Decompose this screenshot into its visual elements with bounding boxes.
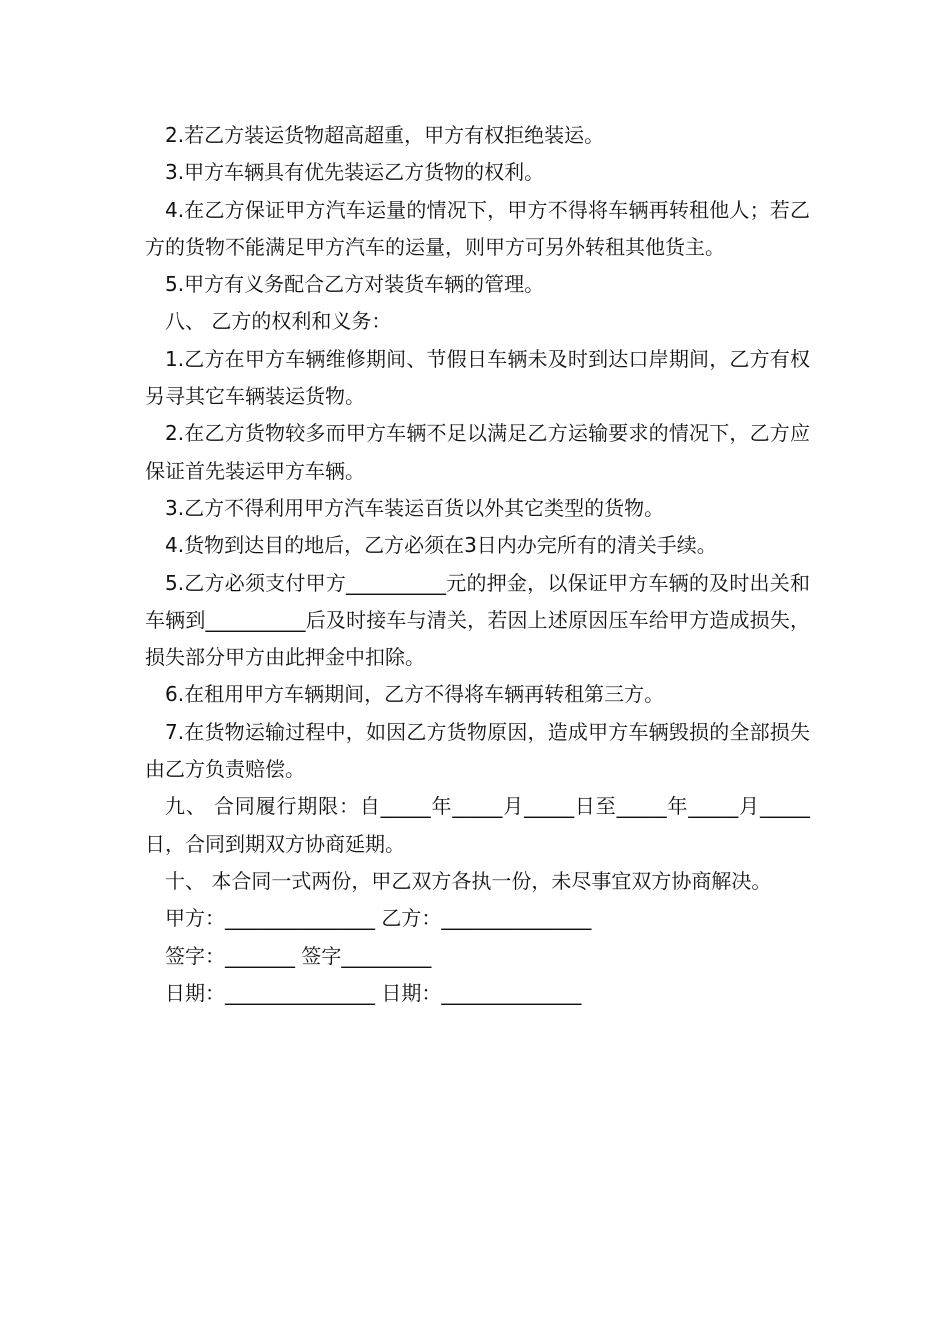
section-8-heading: 八、 乙方的权利和义务：	[165, 309, 392, 334]
clause-b-1: 1.乙方在甲方车辆维修期间、节假日车辆未及时到达口岸期间，乙方有权另寻其它车辆装运货物。	[145, 346, 810, 409]
clause-a-5: 5.甲方有义务配合乙方对装货车辆的管理。	[165, 272, 545, 297]
signature-date: 日期：_______________ 日期：______________	[165, 980, 582, 1005]
clause-b-3: 3.乙方不得利用甲方汽车装运百货以外其它类型的货物。	[165, 495, 665, 520]
clause-b-4: 4.货物到达目的地后，乙方必须在3日内办完所有的清关手续。	[165, 533, 717, 558]
signature-sign: 签字：_______ 签字_________	[165, 943, 432, 968]
clause-a-3: 3.甲方车辆具有优先装运乙方货物的权利。	[165, 160, 545, 185]
section-9-term: 九、 合同履行期限：自_____年_____月_____日至_____年_____月_____日，合同到期双方协商延期。	[145, 794, 810, 856]
clause-b-2: 2.在乙方货物较多而甲方车辆不足以满足乙方运输要求的情况下，乙方应保证首先装运甲方车辆。	[145, 421, 810, 483]
clause-a-4: 4.在乙方保证甲方汽车运量的情况下，甲方不得将车辆再转租他人；若乙方的货物不能满足甲方汽车的运量，则甲方可另外转租其他货主。	[145, 197, 810, 259]
clause-b-5: 5.乙方必须支付甲方__________元的押金，以保证甲方车辆的及时出关和车辆到__________后及时接车与清关，若因上述原因压车给甲方造成损失，损失部分甲方由此押金中扣除。	[145, 570, 810, 670]
signature-parties: 甲方：_______________ 乙方：_______________	[165, 906, 592, 931]
clause-b-6: 6.在租用甲方车辆期间，乙方不得将车辆再转租第三方。	[165, 682, 665, 707]
contract-body	[145, 117, 810, 1012]
section-10-copies: 十、 本合同一式两份，甲乙双方各执一份，未尽事宜双方协商解决。	[165, 868, 772, 893]
clause-a-2: 2.若乙方装运货物超高超重，甲方有权拒绝装运。	[165, 123, 605, 147]
clause-b-7: 7.在货物运输过程中，如因乙方货物原因，造成甲方车辆毁损的全部损失由乙方负责赔偿。	[145, 719, 810, 782]
